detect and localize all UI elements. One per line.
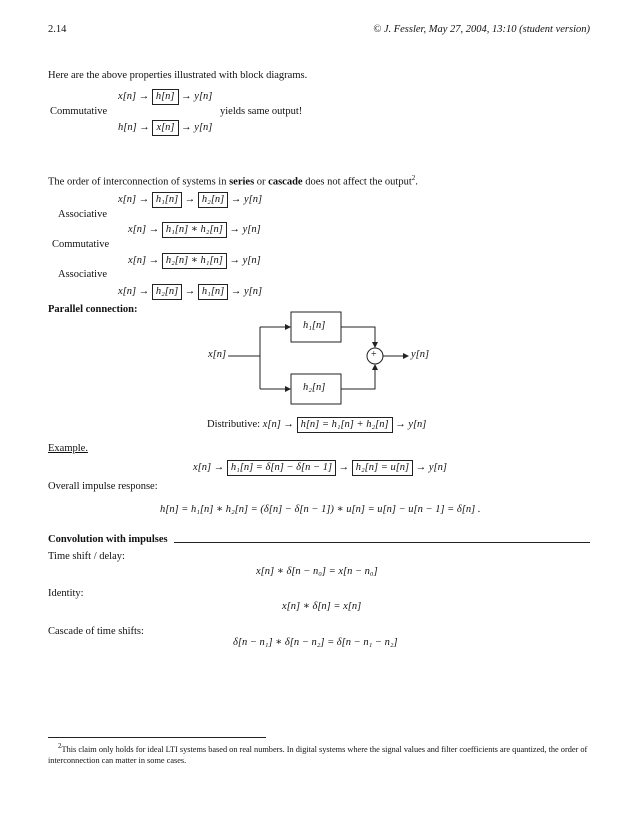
bottom-to-adder <box>341 365 375 389</box>
signal-input: x[n] → <box>118 286 150 297</box>
signal-output: → y[n] <box>395 419 427 430</box>
signal-output: → y[n] <box>229 255 261 266</box>
signal-input: x[n] → <box>193 462 225 473</box>
block-box: h₁[n] <box>198 284 228 300</box>
example-heading: Example. <box>48 443 88 454</box>
footnote <box>48 741 590 766</box>
parallel-output: y[n] <box>411 349 430 360</box>
overall-equation: h[n] = h₁[n] ∗ h₂[n] = (δ[n] − δ[n − 1]) ∗ u[n] = u[n] − u[n − 1] = δ[n] . <box>160 504 481 515</box>
signal-output: → y[n] <box>181 122 213 133</box>
block-box: x[n] <box>152 120 178 136</box>
arrow: → <box>184 286 196 297</box>
cascade-label: Cascade of time shifts: <box>48 626 144 637</box>
convolution-heading: Convolution with impulses <box>48 534 168 545</box>
commutative-note: yields same output! <box>220 106 303 117</box>
text-part: . <box>415 176 418 188</box>
adder-symbol: + <box>371 349 377 360</box>
signal-input: x[n] → <box>128 255 160 266</box>
block-box: h[n] = h₁[n] + h₂[n] <box>297 417 393 433</box>
example-row <box>193 460 447 476</box>
block-box: h₂[n] ∗ h₁[n] <box>162 253 227 269</box>
text-part: The order of interconnection of systems in <box>48 176 230 188</box>
footnote-rule <box>48 737 266 738</box>
text-part: or <box>254 176 269 188</box>
footnote-text: This claim only holds for ideal LTI systems based on real numbers. In digital systems where the signal values and filter coefficients are quantized, the order of interconnection can matter in some cases. <box>48 744 588 765</box>
identity-label: Identity: <box>48 588 84 599</box>
top-to-adder <box>341 327 375 347</box>
text-part: does not affect the output <box>302 176 412 188</box>
distributive-label: Distributive: <box>207 419 261 430</box>
overall-label: Overall impulse response: <box>48 481 158 492</box>
time-shift-label: Time shift / delay: <box>48 551 125 562</box>
header-attribution: © J. Fessler, May 27, 2004, 13:10 (student version) <box>373 24 590 35</box>
signal-input: x[n] → <box>262 419 294 430</box>
bottom-block-label: h₂[n] <box>303 382 326 393</box>
signal-output: → y[n] <box>230 286 263 297</box>
arrow: → <box>338 462 350 473</box>
cascade-equation: δ[n − n₁] ∗ δ[n − n₂] = δ[n − n₁ − n₂] <box>233 637 398 648</box>
block-box: h₁[n] = δ[n] − δ[n − 1] <box>227 460 336 476</box>
label-associative: Associative <box>58 209 107 220</box>
identity-equation: x[n] ∗ δ[n] = x[n] <box>282 601 362 612</box>
footnote-mark: 2 <box>58 742 62 750</box>
footnote-ref: 2 <box>411 174 416 182</box>
block-box: h₂[n] <box>152 284 182 300</box>
block-box: h₂[n] = u[n] <box>352 460 413 476</box>
label-commutative: Commutative <box>52 239 110 250</box>
distributive-row <box>207 417 426 433</box>
signal-input: h[n] → <box>118 122 150 133</box>
arrow: → <box>184 194 196 205</box>
block-box: h₁[n] <box>152 192 182 208</box>
signal-output: → y[n] <box>415 462 447 473</box>
signal-input: x[n] → <box>128 224 160 235</box>
block-box: h₂[n] <box>198 192 228 208</box>
page-number: 2.14 <box>48 24 67 35</box>
block-box: h₁[n] ∗ h₂[n] <box>162 222 227 238</box>
heading-rule <box>174 542 590 543</box>
signal-input: x[n] → <box>118 91 150 102</box>
signal-output: → y[n] <box>181 91 213 102</box>
term-series: series <box>229 176 255 188</box>
time-shift-equation: x[n] ∗ δ[n − n₀] = x[n − n₀] <box>256 566 378 577</box>
commutative-label: Commutative <box>50 106 108 117</box>
term-cascade: cascade <box>268 176 303 188</box>
intro-text: Here are the above properties illustrated with block diagrams. <box>48 70 308 81</box>
parallel-heading: Parallel connection: <box>48 304 138 315</box>
parallel-input: x[n] <box>208 349 227 360</box>
top-block-label: h₁[n] <box>303 320 326 331</box>
block-box: h[n] <box>152 89 179 105</box>
signal-output: → y[n] <box>230 194 263 205</box>
signal-output: → y[n] <box>229 224 261 235</box>
signal-input: x[n] → <box>118 194 150 205</box>
label-associative: Associative <box>58 269 107 280</box>
